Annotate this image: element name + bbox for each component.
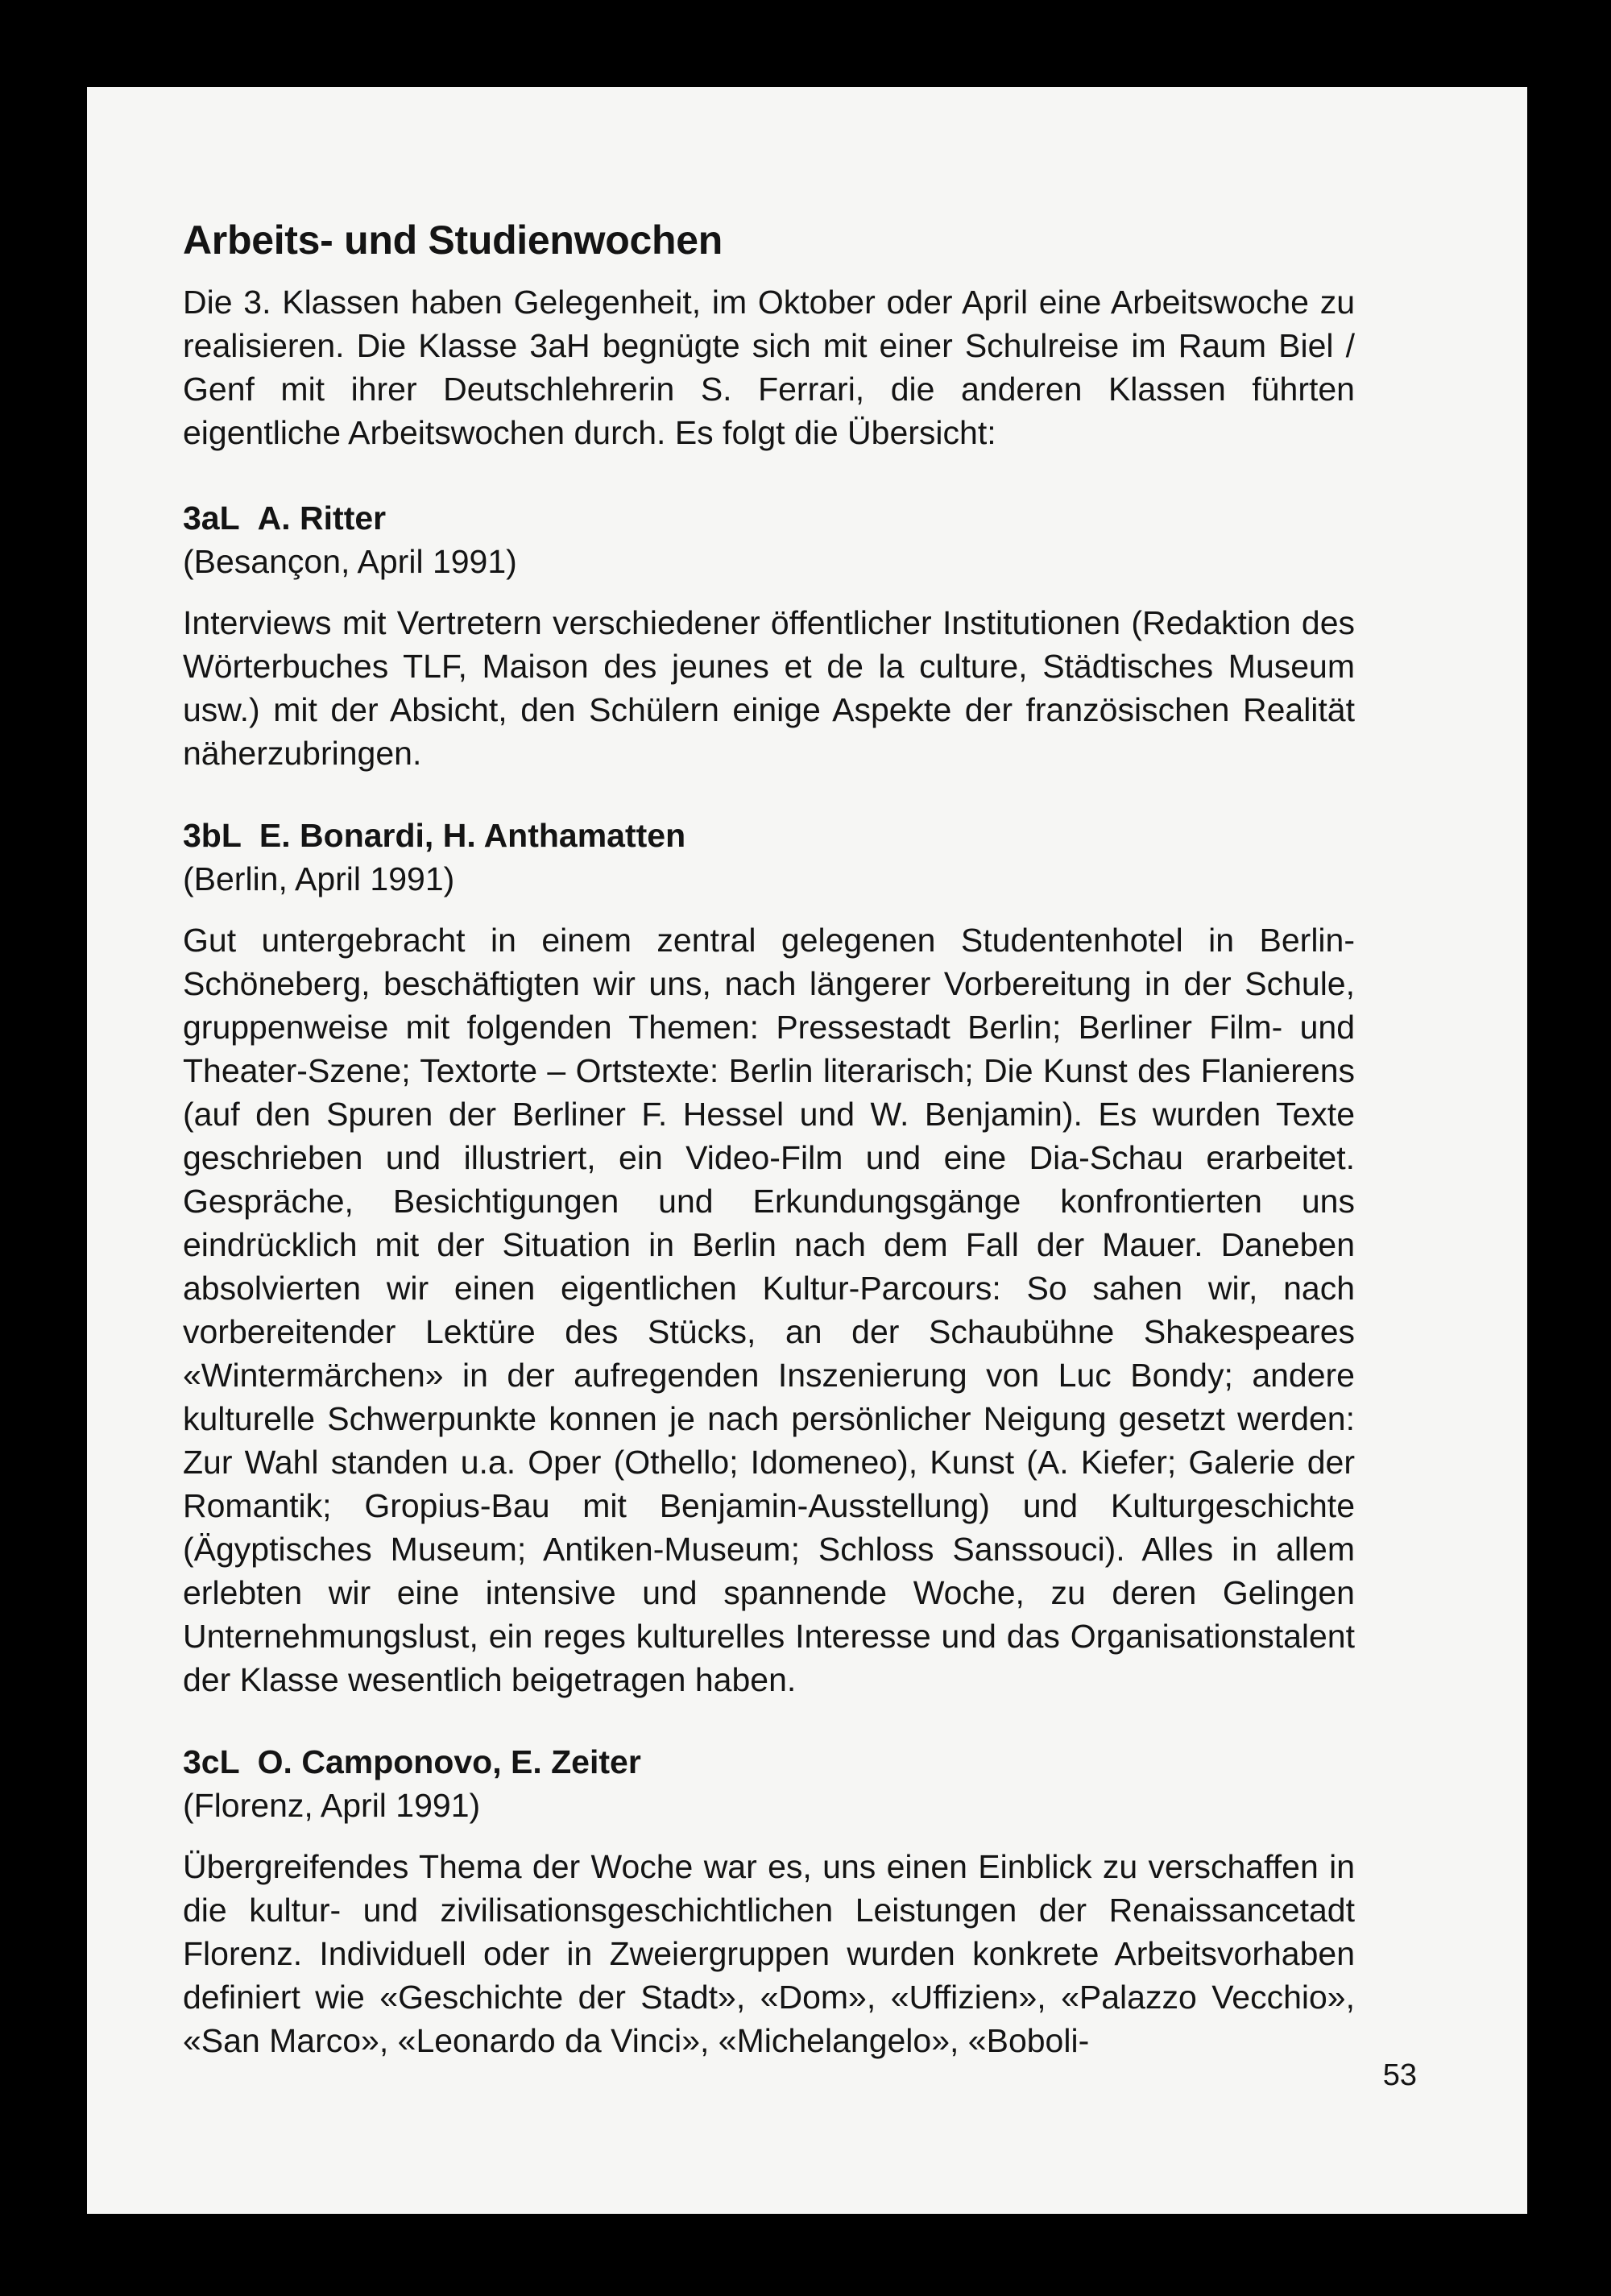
class-code: 3bL [183, 817, 242, 854]
intro-paragraph: Die 3. Klassen haben Gelegenheit, im Oktober oder April eine Arbeitswoche zu realisieren. Die Klasse 3aH begnügte sich mit einer Schulreise im Raum Biel / Genf mit ihrer Deutschlehrerin S. Ferrari, die anderen Klassen führten eigentliche Arbeitswochen durch. Es folgt die Übersicht: [183, 284, 1355, 451]
teacher-names: A. Ritter [257, 499, 387, 537]
section-heading [183, 496, 1355, 540]
section-text: Übergreifendes Thema der Woche war es, uns einen Einblick zu verschaffen in die kultur- und zivilisationsgeschichtlichen Leistungen der Renaissancetadt Florenz. Individuell oder in Zweiergruppen wurden konkrete Arbeitsvorhaben definiert wie «Geschichte der Stadt», «Dom», «Uffizien», «Palazzo Vecchio», «San Marco», «Leonardo da Vinci», «Michelangelo», «Boboli- [183, 1848, 1355, 2059]
page-number: 53 [1382, 2058, 1417, 2092]
section-text: Interviews mit Vertretern verschiedener öffentlicher Institutionen (Redaktion des Wörterbuches TLF, Maison des jeunes et de la culture, Städtisches Museum usw.) mit der Absicht, den Schülern einige Aspekte der französischen Realität näherzubringen. [183, 604, 1355, 772]
document-page [87, 87, 1527, 2214]
teacher-names: E. Bonardi, H. Anthamatten [259, 817, 686, 854]
section-place: (Berlin, April 1991) [183, 860, 455, 897]
section-3al [183, 496, 1355, 775]
section-3cl [183, 1740, 1355, 2062]
section-text: Gut untergebracht in einem zentral gelegenen Studentenhotel in Berlin-Schöneberg, beschäftigten wir uns, nach längerer Vorbereitung in der Schule, gruppenweise mit folgenden Themen: Pressestadt Berlin; Berliner Film- und Theater-Szene; Textorte – Ortstexte: Berlin literarisch; Die Kunst des Flanierens (auf den Spuren der Berliner F. Hessel und W. Benjamin). Es wurden Texte geschrieben und illustriert, ein Video-Film und eine Dia-Schau erarbeitet. Gespräche, Besichtigungen und Erkundungsgänge konfrontierten uns eindrücklich mit der Situation in Berlin nach dem Fall der Mauer. Daneben absolvierten wir einen eigentlichen Kultur-Parcours: So sahen wir, nach vorbereitender Lektüre des Stücks, an der Schaubühne Shakespeares «Wintermärchen» in der aufregenden Inszenierung von Luc Bondy; andere kulturelle Schwerpunkte konnen je nach persönlicher Neigung gesetzt werden: Zur Wahl standen u.a. Oper (Othello; Idomeneo), Kunst (A. Kiefer; Galerie der Romantik; Gropius-Bau mit Benjamin-Ausstellung) und Kulturgeschichte (Ägyptisches Museum; Antiken-Museum; Schloss Sanssouci). Alles in allem erlebten wir eine intensive und spannende Woche, zu deren Gelingen Unternehmungslust, ein reges kulturelles Interesse und das Organisationstalent der Klasse wesentlich beigetragen haben. [183, 922, 1355, 1698]
page-title: Arbeits- und Studienwochen [183, 218, 723, 263]
teacher-names: O. Camponovo, E. Zeiter [257, 1743, 641, 1780]
class-code: 3aL [183, 499, 240, 537]
class-code: 3cL [183, 1743, 240, 1780]
section-heading [183, 814, 1355, 857]
section-place: (Besançon, April 1991) [183, 543, 517, 580]
section-place: (Florenz, April 1991) [183, 1787, 481, 1824]
section-heading [183, 1740, 1355, 1784]
page-content [183, 216, 1355, 2101]
section-3bl [183, 814, 1355, 1701]
